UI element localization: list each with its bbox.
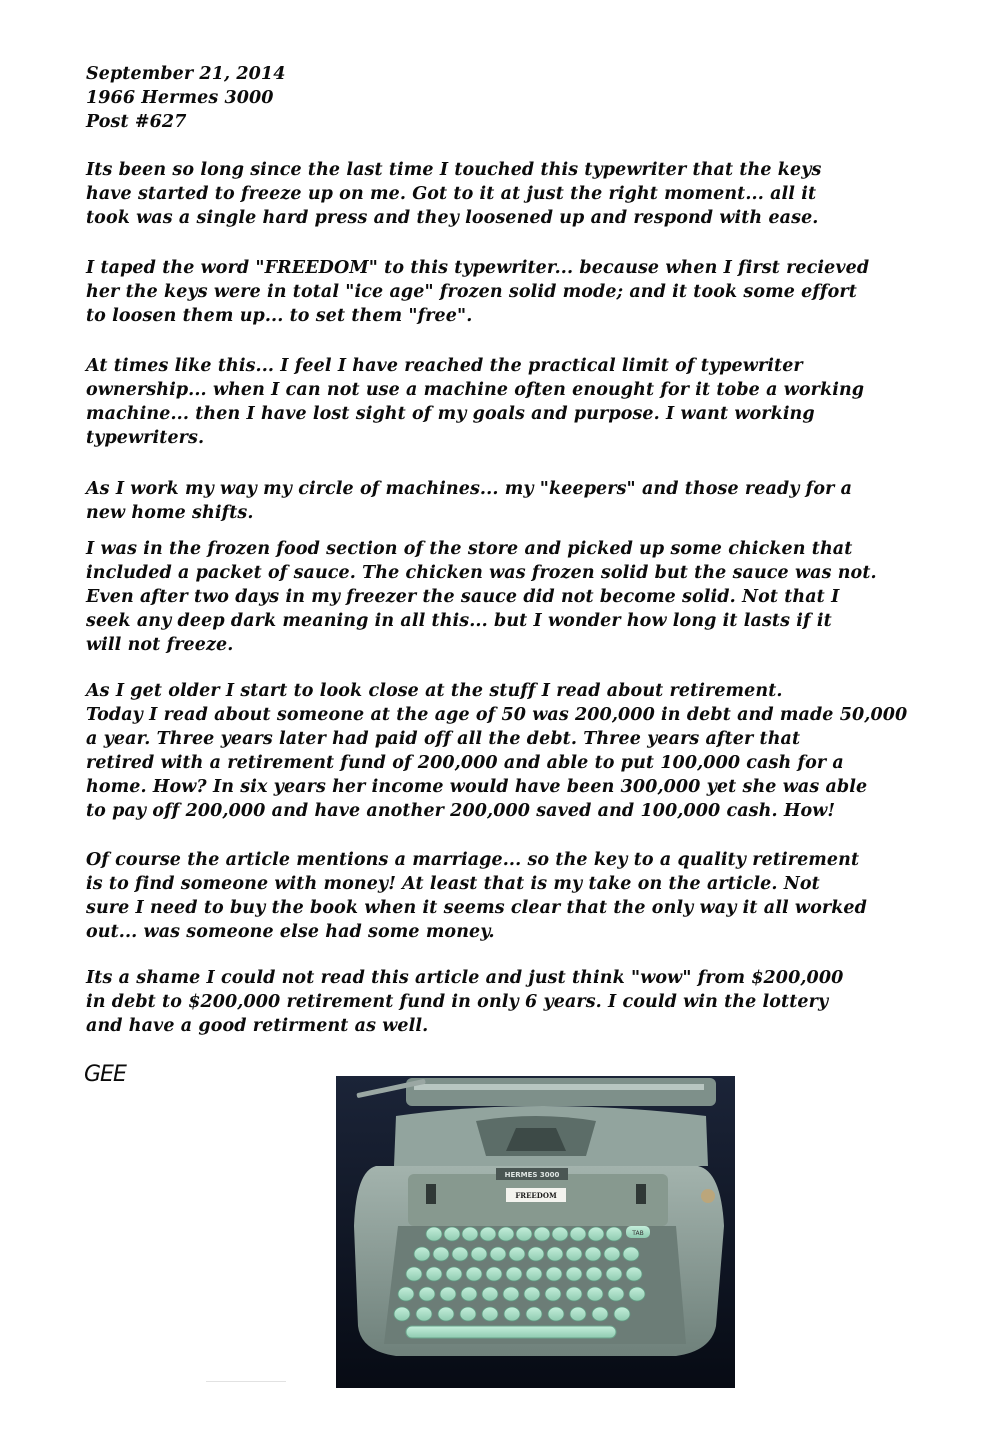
- key-cap: [394, 1307, 410, 1321]
- key-cap: [629, 1287, 645, 1301]
- key-cap: [534, 1227, 550, 1241]
- header-machine: 1966 Hermes 3000: [86, 88, 274, 108]
- ribbon-guide: [506, 1128, 566, 1151]
- key-cap: [486, 1267, 502, 1281]
- carriage: [406, 1078, 716, 1106]
- key-cap: [438, 1307, 454, 1321]
- key-cap: [528, 1247, 544, 1261]
- paragraph-circle-of-machines: As I work my way my circle of machines... my "keepers" and those ready for a new home shifts.: [86, 479, 853, 523]
- paragraph-lottery: Its a shame I could not read this article and just think "wow" from $200,000 in debt to $200,000 retirement fund in only 6 years. I could win the lottery and have a good retirment as well.: [86, 968, 844, 1036]
- key-cap: [426, 1267, 442, 1281]
- key-cap: [604, 1247, 620, 1261]
- key-cap: [570, 1307, 586, 1321]
- key-cap: [623, 1247, 639, 1261]
- paragraph-marriage: Of course the article mentions a marriage... so the key to a quality retirement is to find someone with money! At least that is my take on the article. Not sure I need to buy the book when it seems clear that the only way it all worked out... was someone else had some money.: [86, 850, 867, 942]
- key-cap: [526, 1307, 542, 1321]
- key-cap: [506, 1267, 522, 1281]
- key-cap: [586, 1267, 602, 1281]
- key-cap: [419, 1287, 435, 1301]
- key-cap: [440, 1287, 456, 1301]
- key-cap: [526, 1267, 542, 1281]
- key-cap: [446, 1267, 462, 1281]
- margin-indicator-right: [636, 1184, 646, 1204]
- key-cap: [524, 1287, 540, 1301]
- key-cap: [490, 1247, 506, 1261]
- key-cap: [570, 1227, 586, 1241]
- brand-text: HERMES 3000: [504, 1171, 560, 1179]
- key-cap: [444, 1227, 460, 1241]
- paragraph-practical-limit: At times like this... I feel I have reached the practical limit of typewriter ownership... when I can not use a machine often enought for it tobe a working machine... then I have lost sight of my goals and purpose. I want working typewriters.: [86, 356, 865, 448]
- key-cap: [416, 1307, 432, 1321]
- key-cap: [426, 1227, 442, 1241]
- key-cap: [546, 1267, 562, 1281]
- key-cap: [466, 1267, 482, 1281]
- key-cap: [433, 1247, 449, 1261]
- key-cap: [482, 1287, 498, 1301]
- carriage-rail: [414, 1084, 704, 1090]
- key-cap: [585, 1247, 601, 1261]
- side-emblem: [701, 1189, 715, 1203]
- key-cap: [614, 1307, 630, 1321]
- key-cap: [545, 1287, 561, 1301]
- signature: GEE: [84, 1062, 126, 1087]
- key-cap: [587, 1287, 603, 1301]
- freedom-label-text: FREEDOM: [515, 1191, 557, 1200]
- key-cap: [566, 1247, 582, 1261]
- paragraph-freeze-up: Its been so long since the last time I touched this typewriter that the keys have started to freeze up on me. Got to it at just the right moment... all it took was a single hard press and they loosened up and respond with ease.: [86, 160, 822, 228]
- key-cap: [406, 1267, 422, 1281]
- header-post-number: Post #627: [86, 112, 187, 132]
- key-cap: [414, 1247, 430, 1261]
- key-cap: [398, 1287, 414, 1301]
- key-cap: [498, 1227, 514, 1241]
- tab-key-label: TAB: [632, 1230, 644, 1237]
- typewriter-illustration: [336, 1076, 735, 1388]
- typewriter-photo: [336, 1076, 735, 1388]
- letter-header: [86, 62, 916, 134]
- key-cap: [460, 1307, 476, 1321]
- key-cap: [626, 1267, 642, 1281]
- key-cap: [547, 1247, 563, 1261]
- key-cap: [606, 1267, 622, 1281]
- key-cap: [516, 1227, 532, 1241]
- key-cap: [566, 1287, 582, 1301]
- key-cap: [503, 1287, 519, 1301]
- key-cap: [482, 1307, 498, 1321]
- paragraph-freedom-label: I taped the word "FREEDOM" to this typewriter... because when I first recieved her the keys were in total "ice age" frozen solid mode; and it took some effort to loosen them up... to set them "free".: [86, 258, 870, 326]
- key-cap: [566, 1267, 582, 1281]
- header-date: September 21, 2014: [86, 64, 286, 84]
- key-cap: [462, 1227, 478, 1241]
- key-cap: [592, 1307, 608, 1321]
- key-cap: [504, 1307, 520, 1321]
- key-cap: [606, 1227, 622, 1241]
- key-cap: [471, 1247, 487, 1261]
- key-cap: [552, 1227, 568, 1241]
- key-cap: [509, 1247, 525, 1261]
- key-cap: [452, 1247, 468, 1261]
- paragraph-retirement: As I get older I start to look close at the stuff I read about retirement. Today I read about someone at the age of 50 was 200,000 in debt and made 50,000 a year. Three years later had paid off all the debt. Three years after that retired with a retirement fund of 200,000 and able to put 100,000 cash for a home. How? In six years her income would have been 300,000 yet she was able to pay off 200,000 and have another 200,000 saved and 100,000 cash. How!: [86, 681, 908, 821]
- key-cap: [588, 1227, 604, 1241]
- space-bar: [406, 1326, 616, 1338]
- margin-indicator-left: [426, 1184, 436, 1204]
- key-cap: [608, 1287, 624, 1301]
- key-cap: [480, 1227, 496, 1241]
- key-cap: [461, 1287, 477, 1301]
- paragraph-frozen-food: I was in the frozen food section of the store and picked up some chicken that included a packet of sauce. The chicken was frozen solid but the sauce was not. Even after two days in my freezer the sauce did not become solid. Not that I seek any deep dark meaning in all this... but I wonder how long it lasts if it will not freeze.: [86, 539, 877, 655]
- key-cap: [548, 1307, 564, 1321]
- faint-scan-line: [206, 1381, 286, 1382]
